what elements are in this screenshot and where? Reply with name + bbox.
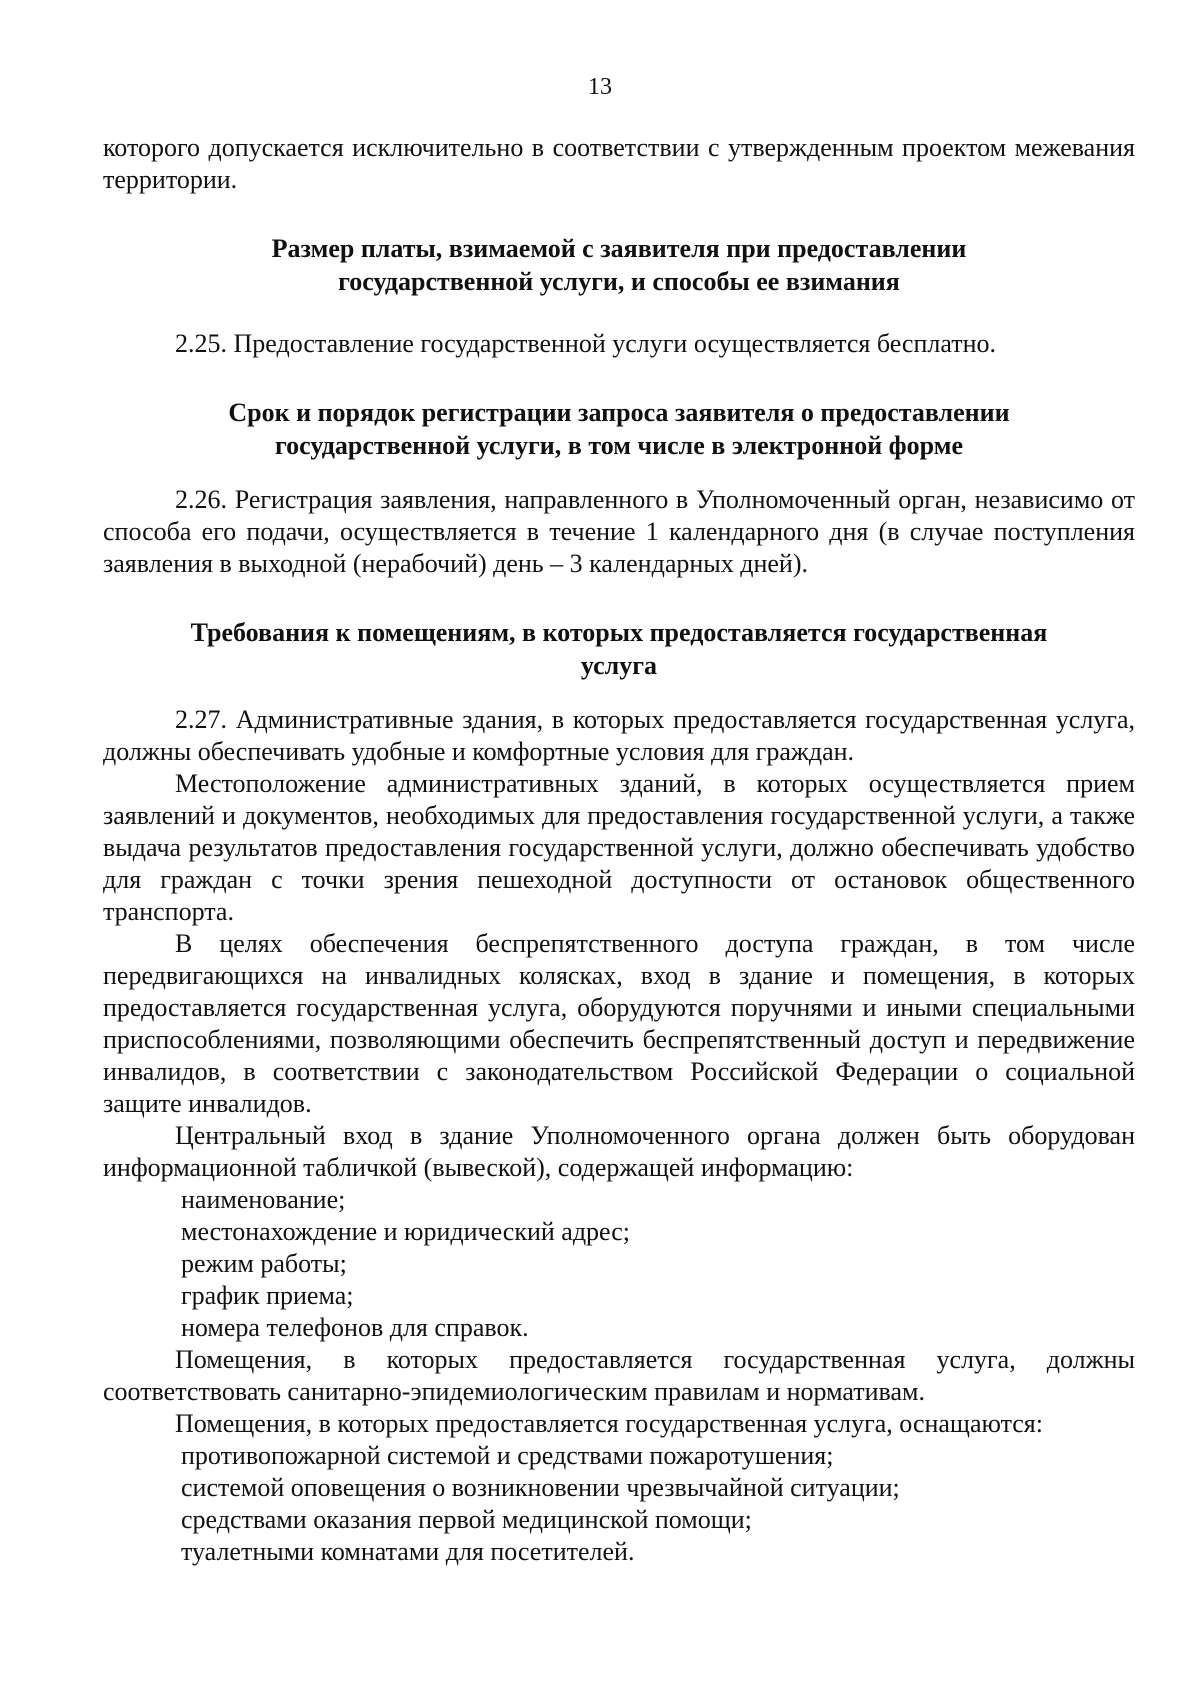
paragraph-location: Местоположение административных зданий, в которых осуществляется прием заявлений и документов, необходимых для предоставления государственной услуги, а также выдача результатов предоставления государственной услуги, должно обеспечивать удобство для граждан с точки зрения пешеходной доступности от остановок общественного транспорта. (103, 769, 1135, 926)
equipment-list (103, 1440, 1135, 1568)
page-number: 13 (588, 74, 612, 100)
list-item: системой оповещения о возникновении чрезвычайной ситуации; (181, 1473, 900, 1502)
section-registration-heading-line2: государственной услуги, в том числе в электронной форме (275, 431, 963, 460)
page-content (103, 132, 1135, 1568)
list-item: местонахождение и юридический адрес; (181, 1217, 630, 1246)
section-fee (103, 232, 1135, 360)
list-item: противопожарной системой и средствами пожаротушения; (181, 1441, 834, 1470)
section-premises-heading-line2: услуга (580, 651, 658, 680)
section-registration-heading-line1: Срок и порядок регистрации запроса заявителя о предоставлении (228, 398, 1010, 427)
sign-info-list (103, 1184, 1135, 1344)
list-item: график приема; (181, 1281, 354, 1310)
continuation-paragraph: которого допускается исключительно в соответствии с утвержденным проектом межевания территории. (103, 133, 1135, 194)
paragraph-sanitary: Помещения, в которых предоставляется государственная услуга, должны соответствовать санитарно-эпидемиологическим правилам и нормативам. (103, 1345, 1135, 1406)
paragraph-2-27: 2.27. Административные здания, в которых предоставляется государственная услуга, должны обеспечивать удобные и комфортные условия для граждан. (103, 705, 1135, 766)
paragraph-2-26: 2.26. Регистрация заявления, направленного в Уполномоченный орган, независимо от способа его подачи, осуществляется в течение 1 календарного дня (в случае поступления заявления в выходной (нерабочий) день – 3 календарных дней). (103, 485, 1135, 578)
paragraph-access: В целях обеспечения беспрепятственного доступа граждан, в том числе передвигающихся на инвалидных колясках, вход в здание и помещения, в которых предоставляется государственная услуга, оборудуются поручнями и иными специальными приспособлениями, позволяющими обеспечить беспрепятственный доступ и передвижение инвалидов, в соответствии с законодательством Российской Федерации о социальной защите инвалидов. (103, 929, 1135, 1118)
section-fee-heading-line1: Размер платы, взимаемой с заявителя при предоставлении (271, 234, 967, 263)
paragraph-equipped: Помещения, в которых предоставляется государственная услуга, оснащаются: (175, 1409, 1043, 1438)
section-fee-heading-line2: государственной услуги, и способы ее взимания (338, 267, 900, 296)
list-item: наименование; (181, 1185, 346, 1214)
list-item: режим работы; (181, 1249, 347, 1278)
section-premises (103, 616, 1135, 1568)
section-premises-heading-line1: Требования к помещениям, в которых предоставляется государственная (190, 618, 1048, 647)
section-registration (103, 396, 1135, 580)
list-item: средствами оказания первой медицинской помощи; (181, 1505, 752, 1534)
paragraph-2-25: 2.25. Предоставление государственной услуги осуществляется бесплатно. (175, 329, 997, 358)
list-item: номера телефонов для справок. (181, 1313, 529, 1342)
list-item: туалетными комнатами для посетителей. (181, 1537, 635, 1566)
paragraph-entrance: Центральный вход в здание Уполномоченного органа должен быть оборудован информационной табличкой (вывеской), содержащей информацию: (103, 1121, 1135, 1182)
